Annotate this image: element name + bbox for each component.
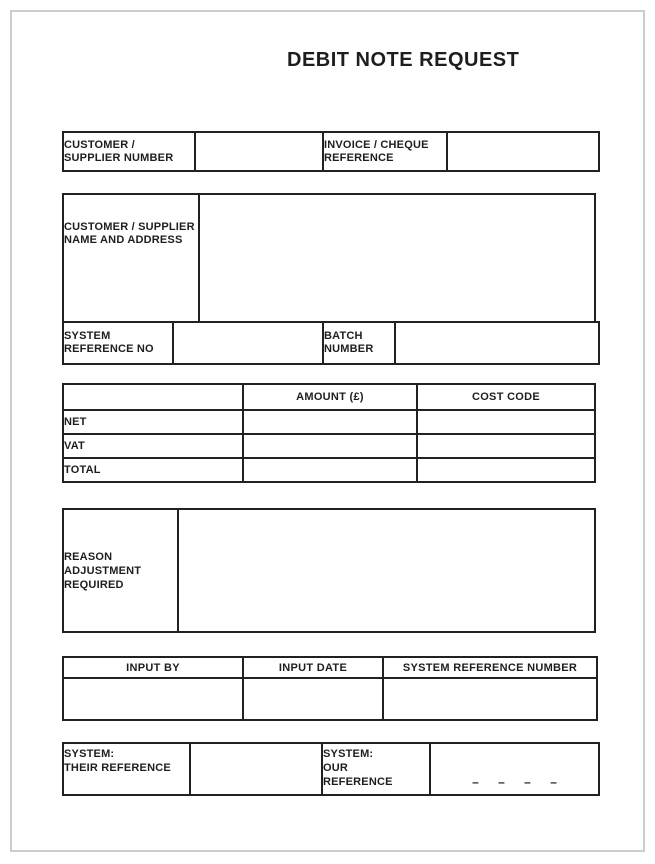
label-line: SUPPLIER NUMBER <box>64 151 174 164</box>
dash-separator: – <box>550 775 557 789</box>
name-address-table <box>62 193 596 328</box>
invoice-cheque-reference-label <box>323 132 447 171</box>
label-line: SYSTEM: <box>323 748 374 760</box>
label-line: CUSTOMER / <box>64 138 135 151</box>
label-line: CUSTOMER / SUPPLIER <box>64 221 195 233</box>
label-line: REQUIRED <box>64 578 124 591</box>
input-date-field[interactable] <box>243 678 383 720</box>
reason-adjustment-required-label <box>63 509 178 632</box>
invoice-cheque-reference-field[interactable] <box>447 132 599 171</box>
label-line: REFERENCE NO <box>64 343 154 355</box>
page-title: DEBIT NOTE REQUEST <box>287 49 520 71</box>
reference-numbers-table <box>62 131 600 172</box>
net-amount-field[interactable] <box>243 410 417 434</box>
reason-table <box>62 508 596 633</box>
input-date-header: INPUT DATE <box>243 657 383 678</box>
reason-field[interactable] <box>178 509 595 632</box>
vat-amount-field[interactable] <box>243 434 417 458</box>
cost-code-column-header: COST CODE <box>417 384 595 410</box>
system-reference-number-header: SYSTEM REFERENCE NUMBER <box>383 657 597 678</box>
label-line: REFERENCE <box>323 776 393 788</box>
label-line: BATCH <box>324 330 363 342</box>
label-line: INVOICE / CHEQUE <box>324 138 429 151</box>
net-row-label: NET <box>63 410 243 434</box>
vat-row-label: VAT <box>63 434 243 458</box>
vat-cost-code-field[interactable] <box>417 434 595 458</box>
system-their-reference-label <box>63 743 190 795</box>
system-our-reference-field[interactable] <box>430 743 599 795</box>
label-line: NUMBER <box>324 343 374 355</box>
amounts-corner-cell <box>63 384 243 410</box>
label-line: REASON <box>64 550 113 563</box>
label-line: SYSTEM <box>64 330 111 342</box>
customer-supplier-name-address-field[interactable] <box>199 194 595 327</box>
batch-number-field[interactable] <box>395 322 599 364</box>
label-line: REFERENCE <box>324 151 394 164</box>
total-amount-field[interactable] <box>243 458 417 482</box>
system-our-reference-label <box>322 743 430 795</box>
label-line: NAME AND ADDRESS <box>64 234 183 246</box>
label-line: THEIR REFERENCE <box>64 762 171 774</box>
batch-number-label <box>323 322 395 364</box>
customer-supplier-name-address-label <box>63 194 199 327</box>
amounts-table <box>62 383 596 483</box>
label-line: ADJUSTMENT <box>64 564 142 577</box>
label-line: SYSTEM: <box>64 748 115 760</box>
label-line: OUR <box>323 762 349 774</box>
input-by-header: INPUT BY <box>63 657 243 678</box>
system-batch-table <box>62 321 600 365</box>
total-cost-code-field[interactable] <box>417 458 595 482</box>
system-reference-no-field[interactable] <box>173 322 323 364</box>
system-reference-number-field[interactable] <box>383 678 597 720</box>
total-row-label: TOTAL <box>63 458 243 482</box>
dash-separator: – <box>498 775 505 789</box>
amount-column-header: AMOUNT (£) <box>243 384 417 410</box>
net-cost-code-field[interactable] <box>417 410 595 434</box>
customer-supplier-number-label <box>63 132 195 171</box>
dash-separator: – <box>472 775 479 789</box>
input-table <box>62 656 598 721</box>
system-references-table <box>62 742 600 796</box>
customer-supplier-number-field[interactable] <box>195 132 323 171</box>
dash-separator: – <box>524 775 531 789</box>
input-by-field[interactable] <box>63 678 243 720</box>
system-their-reference-field[interactable] <box>190 743 322 795</box>
system-reference-no-label <box>63 322 173 364</box>
